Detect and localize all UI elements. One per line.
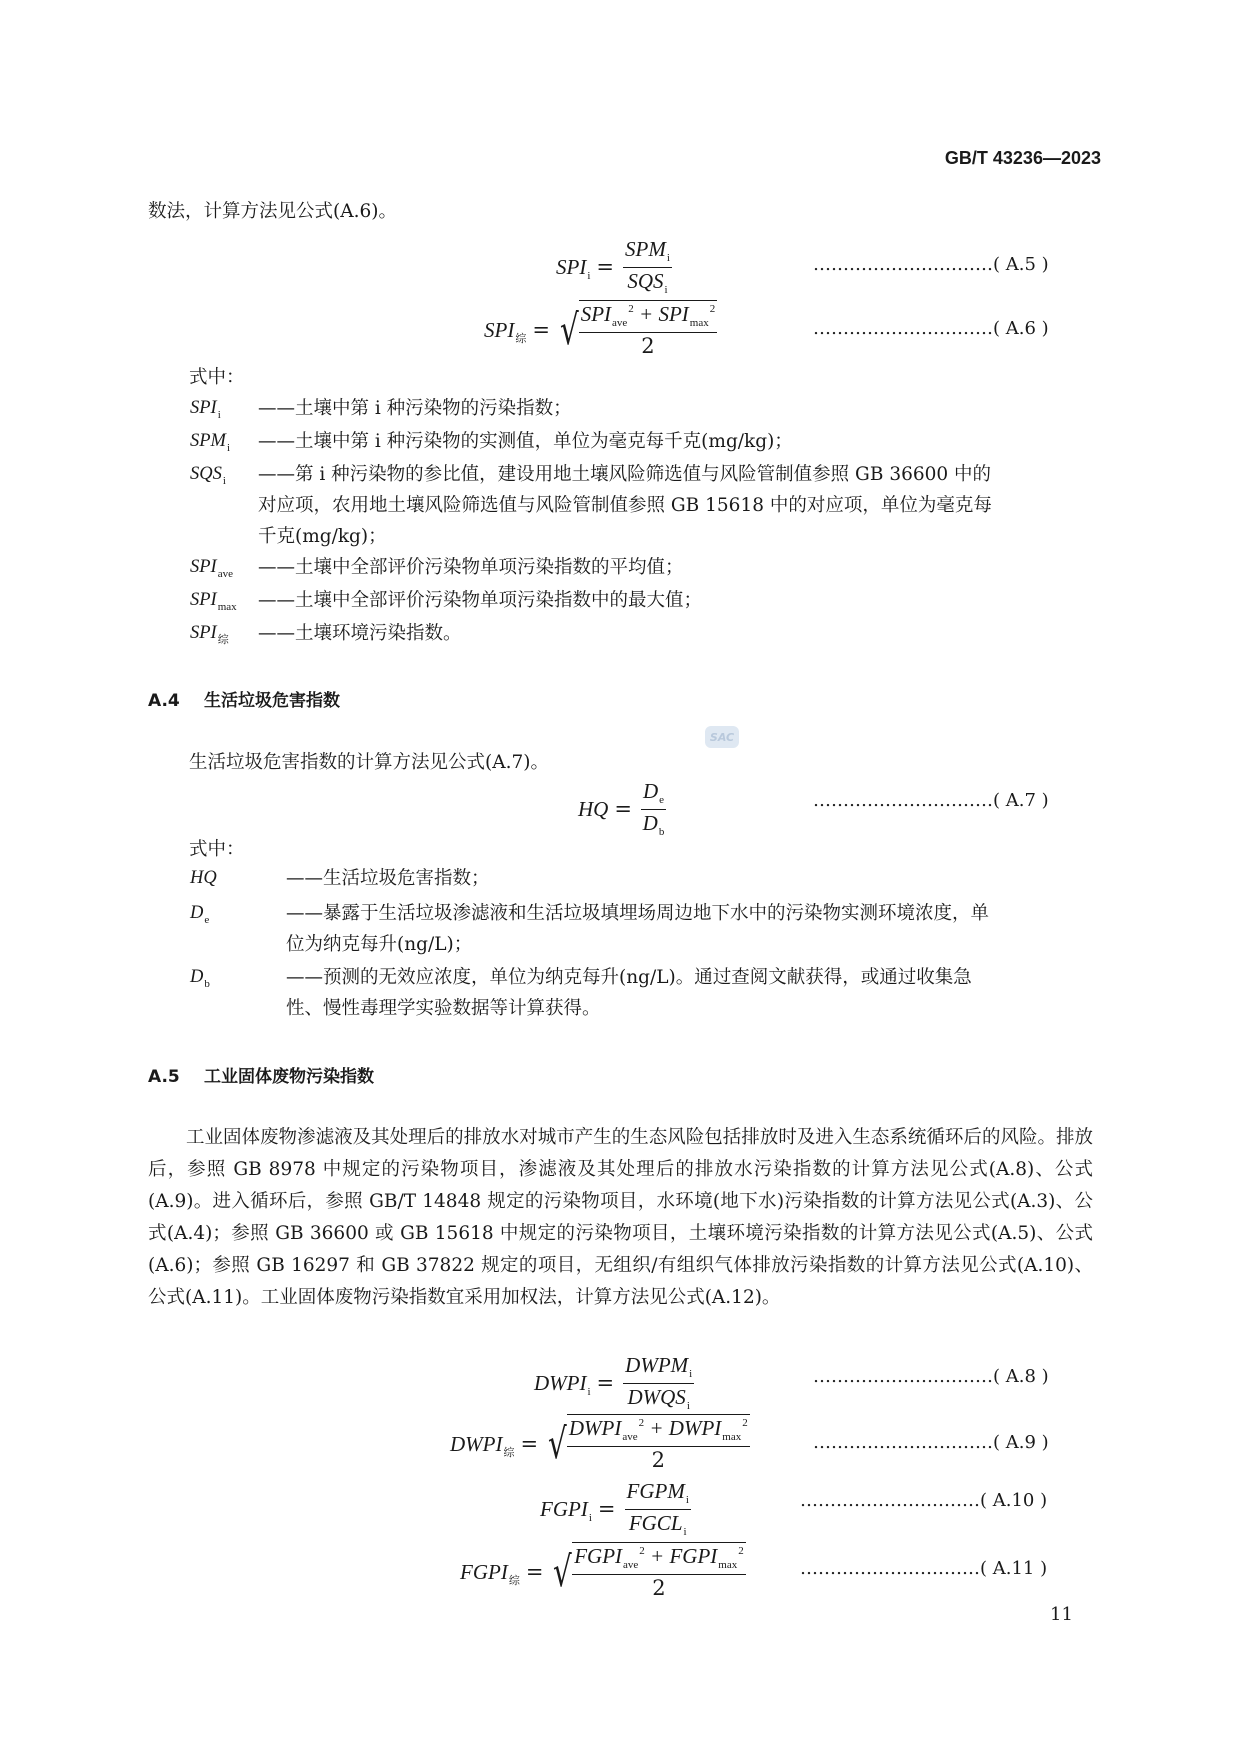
definition-item: $SPI_{max}$ ——土壤中全部评价污染物单项污染指数中的最大值；	[190, 590, 703, 613]
definitions-hq	[190, 863, 1090, 1024]
eq-a10-label: …………………………( A.10 )	[800, 1490, 1048, 1511]
document-number: GB/T 43236—2023	[944, 148, 1101, 168]
equation-a11: $FGPI_综$ = √ $\frac{FGPI_{ave}^2 + FGPI_{max}^2}{2}$	[460, 1544, 744, 1600]
equation-a5: $SPI_i$ = $\frac{SPM_i}{SQS_i}$	[556, 237, 670, 296]
eq-a5-lhs: $SPI_i$	[556, 254, 591, 282]
definition-item: $SPI_{ave}$ ——土壤中全部评价污染物单项污染指数的平均值；	[190, 557, 684, 580]
eq-a7-label: …………………………( A.7 )	[813, 790, 1049, 811]
equation-a7: HQ = $\frac{D_e}{D_b}$	[578, 779, 665, 838]
eq-a8-label: …………………………( A.8 )	[813, 1366, 1049, 1387]
a4-intro: 生活垃圾危害指数的计算方法见公式(A.7)。	[189, 752, 549, 773]
definition-item: $SPI_综$ ——土壤环境污染指数。	[190, 623, 462, 646]
definitions-spi	[190, 393, 1090, 651]
page-number: 11	[1050, 1604, 1073, 1625]
where-label: 式中：	[189, 367, 245, 388]
definition-item: HQ ——生活垃圾危害指数；	[190, 868, 490, 889]
definition-item: $SQS_i$ ——第 i 种污染物的参比值，建设用地土壤风险筛选值与风险管制值参照 GB 36600 中的对应项，农用地土壤风险筛选值与风险管制值参照 GB 15618 中的对应项，单位为毫克每千克(mg/kg)；	[190, 464, 992, 547]
definition-item: $SPI_i$ ——土壤中第 i 种污染物的污染指数；	[190, 398, 572, 421]
equation-a9: $DWPI_综$ = √ $\frac{DWPI_{ave}^2 + DWPI_{max}^2}{2}$	[450, 1416, 748, 1472]
definition-item: $D_b$ ——预测的无效应浓度，单位为纳克每升(ng/L)。通过查阅文献获得，或通过收集急性、慢性毒理学实验数据等计算获得。	[190, 967, 972, 1019]
definition-item: $SPM_i$ ——土壤中第 i 种污染物的实测值，单位为毫克每千克(mg/kg)；	[190, 431, 793, 454]
section-heading-a4: A.4 生活垃圾危害指数	[148, 691, 340, 711]
intro-line: 数法，计算方法见公式(A.6)。	[148, 201, 397, 222]
equation-a10: $FGPI_i$ = $\frac{FGPM_i}{FGCL_i}$	[540, 1479, 689, 1538]
eq-a11-label: …………………………( A.11 )	[800, 1558, 1048, 1579]
where-label-2: 式中：	[189, 839, 245, 860]
definition-item: $D_e$ ——暴露于生活垃圾渗滤液和生活垃圾填埋场周边地下水中的污染物实测环境浓度，单位为纳克每升(ng/L)；	[190, 903, 990, 955]
equation-a6: $SPI_综$ = √ $\frac{SPI_{ave}^2 + SPI_{max}^2}{2}$	[484, 302, 716, 358]
a5-paragraph: 工业固体废物渗滤液及其处理后的排放水对城市产生的生态风险包括排放时及进入生态系统循环后的风险。排放后，参照 GB 8978 中规定的污染物项目，渗滤液及其处理后的排放水污染指数的计算方法见公式(A.8)、公式(A.9)。进入循环后，参照 GB/T 14848 规定的污染物项目，水环境(地下水)污染指数的计算方法见公式(A.3)、公式(A.4)；参照 GB 36600 或 GB 15618 中规定的污染物项目，土壤环境污染指数的计算方法见公式(A.5)、公式(A.6)；参照 GB 16297 和 GB 37822 规定的项目，无组织/有组织气体排放污染指数的计算方法见公式(A.10)、公式(A.11)。工业固体废物污染指数宜采用加权法，计算方法见公式(A.12)。	[148, 1127, 1093, 1308]
equation-a8: $DWPI_i$ = $\frac{DWPM_i}{DWQS_i}$	[534, 1353, 693, 1412]
eq-a5-label: …………………………( A.5 )	[813, 254, 1049, 275]
eq-a5-fraction: $\frac{SPM_i}{SQS_i}$	[625, 237, 670, 296]
eq-a9-label: …………………………( A.9 )	[813, 1432, 1049, 1453]
eq-a6-label: …………………………( A.6 )	[813, 318, 1049, 339]
section-heading-a5: A.5 工业固体废物污染指数	[148, 1067, 374, 1087]
sac-watermark-logo: SAC	[705, 726, 739, 748]
